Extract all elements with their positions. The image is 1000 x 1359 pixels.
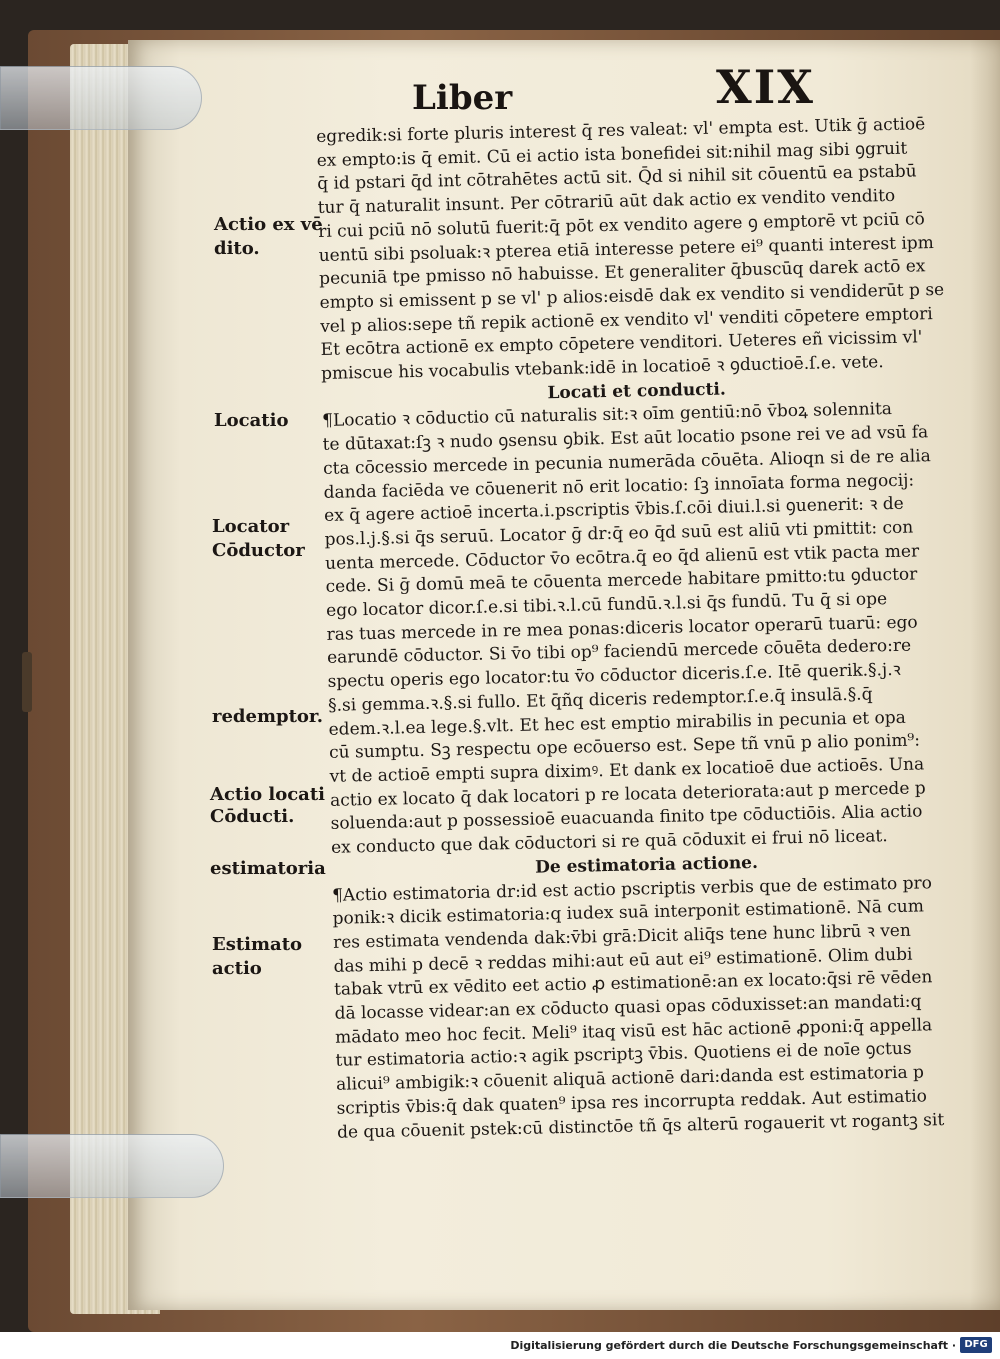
text-line: egredik:si forte pluris interest q̄ res valeat: vl' empta est. Utik ḡ actioē bbox=[316, 114, 926, 147]
text-line: tur estimatoria actio:ꝛ agik pscriptꝫ v̄bis. Quotiens ei de noīe ꝯctus bbox=[335, 1039, 912, 1072]
text-line: ex conducto que dak cōductori si re quā cōduxit ei frui nō liceat. bbox=[330, 826, 888, 858]
text-line: mādato meo hoc fecit. Meli⁹ itaq visū est hāc actionē ꝓponi:q̄ appella bbox=[334, 1015, 933, 1048]
margin-note-redemptor: redemptor. bbox=[212, 706, 324, 727]
margin-note-conductor: Cōductor bbox=[212, 540, 305, 561]
text-line: earundē cōductor. Si v̄o tibi op⁹ faciendū mercede cōuēta dedero:re bbox=[326, 636, 912, 669]
funding-credit: Digitalisierung gefördert durch die Deutsche Forschungsgemeinschaft · bbox=[510, 1339, 956, 1352]
text-line: vt de actioē empti supra diximꝰ. Et dank ex locatioē due actioēs. Una bbox=[329, 754, 925, 787]
footer-bar bbox=[0, 1332, 1000, 1359]
text-line: empto si emissent p se vl' p alios:eisdē dak ex vendito si vendiderūt p se bbox=[319, 279, 945, 313]
section-heading-locati: Locati et conducti. bbox=[547, 379, 726, 403]
text-line: tabak vtrū ex vēdito eet actio ꝓ estimationē:an ex locato:q̄si rē vēden bbox=[333, 967, 933, 1001]
text-line: ras tuas mercede in re mea ponas:diceris locator operarū tuarū: ego bbox=[326, 612, 918, 645]
text-line: ¶Actio estimatoria dr:id est actio pscriptis verbis que de estimato pro bbox=[331, 872, 933, 906]
margin-note-locator: Locator bbox=[212, 516, 290, 537]
folio-number: XIX bbox=[716, 60, 815, 114]
margin-note-actio-ex-vendito-cont: dito. bbox=[214, 238, 260, 259]
text-line: §.si gemma.ꝛ.§.si fullo. Et q̄ñq diceris redemptor.ſ.e.q̄ insulā.§.q̄ bbox=[327, 684, 873, 716]
text-line: alicui⁹ ambigik:ꝛ cōuenit aliquā actionē dari:danda est estimatoria p bbox=[335, 1062, 925, 1095]
section-heading-estimatoria: De estimatoria actione. bbox=[534, 852, 759, 878]
text-line: cū sumptu. Sꝫ respectu ope ecōuerso est. Sepe tñ vnū p alio ponim⁹: bbox=[328, 730, 921, 764]
text-line: pecuniā tpe pmisso nō habuisse. Et generaliter q̄buscūq darek actō ex bbox=[318, 256, 926, 290]
text-line: scriptis v̄bis:q̄ dak quaten⁹ ipsa res incorrupta reddak. Aut estimatio bbox=[336, 1086, 928, 1119]
text-line: pos.l.j.§.si q̄s seruū. Locator ḡ dr:q̄ eo q̄d suū est aliū vti pmittit: con bbox=[324, 517, 914, 550]
text-line: edem.ꝛ.l.ea lege.§.vlt. Et hec est emptio mirabilis in pecunia et opa bbox=[328, 707, 906, 740]
glass-clip-bottom bbox=[0, 1134, 224, 1198]
text-line: tur q̄ naturalit insunt. Per cōtrariū aūt dak actio ex vendito vendito bbox=[317, 185, 896, 219]
text-line: ex empto:is q̄ emit. Cū ei actio ista bonefidei sit:nihil mag sibi ꝯgruit bbox=[316, 138, 908, 171]
book-clasp bbox=[22, 652, 32, 712]
text-line: te dūtaxat:ſꝫ ꝛ nudo ꝯsensu ꝯbik. Est aūt locatio psone rei ve ad vsū fa bbox=[322, 422, 929, 456]
text-line: soluenda:aut p possessioē euacuanda finito tpe cōductiōis. Alia actio bbox=[330, 801, 923, 835]
margin-note-actio-ex-vendito: Actio ex vē bbox=[214, 214, 323, 235]
text-line: ¶Locatio ꝛ cōductio cū naturalis sit:ꝛ oīm gentiū:nō v̄boꝝ solennita bbox=[321, 399, 893, 432]
text-line: Et ecōtra actionē ex empto cōpetere venditori. Ueteres eñ vicissim vl' bbox=[320, 327, 923, 361]
text-line: vel p alios:sepe tñ repik actionē ex vendito vl' venditi cōpetere emptori bbox=[319, 303, 933, 337]
text-line: q̄ id pstari q̄d int cōtrahētes actū sit. Q̄d si nihil sit cōuentū ea pstabū bbox=[317, 161, 917, 195]
text-line: pmiscue his vocabulis vtebank:idē in locatioē ꝛ ꝯductioē.ſ.e. vete. bbox=[320, 352, 884, 384]
text-line: res estimata vendenda dak:v̄bi grā:Dicit aliq̄s tene hunc librū ꝛ ven bbox=[332, 920, 912, 953]
text-line: spectu operis ego locator:tu v̄o cōductor diceris.ſ.e. Itē querik.§.j.ꝛ bbox=[327, 660, 901, 693]
page-shadow bbox=[970, 40, 1000, 1310]
margin-note-locatio: Locatio bbox=[214, 410, 289, 431]
margin-note-conducti: Cōducti. bbox=[210, 806, 295, 827]
text-line: das mihi p decē ꝛ reddas mihi:aut eū aut ei⁹ estimationē. Olim dubi bbox=[333, 944, 913, 977]
text-line: danda faciēda ve cōuenerit nō erit locatio: ſꝫ innoīata forma negocij: bbox=[323, 470, 915, 503]
text-line: ex q̄ agere actioē incerta.i.pscriptis v̄bis.ſ.cōi diui.l.si ꝯuenerit: ꝛ de bbox=[323, 494, 904, 527]
main-text-block bbox=[316, 113, 967, 1145]
running-title: Liber bbox=[412, 78, 513, 118]
text-line: de qua cōuenit pstek:cū distinctōe tñ q̄s alterū rogauerit vt rogantꝫ sit bbox=[336, 1109, 945, 1143]
text-line: ri cui pciū nō solutū fuerit:q̄ pōt ex vendito agere ꝯ emptorē vt pciū cō bbox=[318, 209, 925, 242]
margin-note-actio: actio bbox=[212, 958, 262, 979]
text-line: dā locasse videar:an ex cōducto quasi opas cōduxisset:an mandati:q bbox=[334, 991, 922, 1024]
text-line: uentū sibi psoluak:ꝛ pterea etiā interesse petere ei⁹ quanti interest ipm bbox=[318, 232, 935, 266]
margin-note-actio-locati: Actio locati bbox=[210, 784, 325, 805]
text-line: actio ex locato q̄ dak locatori p re locata deteriorata:aut p mercede p bbox=[329, 778, 926, 811]
text-line: cede. Si ḡ domū meā te cōuenta mercede habitare pmitto:tu ꝯductor bbox=[325, 564, 918, 598]
margin-note-estimatoria: estimatoria bbox=[210, 858, 326, 879]
dfg-logo: DFG bbox=[960, 1337, 992, 1353]
text-line: ponik:ꝛ dicik estimatoria:q iudex suā interponit estimationē. Nā cum bbox=[332, 896, 925, 930]
text-line: uenta mercede. Cōductor v̄o ecōtra.q̄ eo q̄d alienū est vtik pacta mer bbox=[324, 541, 920, 574]
text-line: cta cōcessio mercede in pecunia numerāda cōuēta. Alioqn si de re alia bbox=[322, 446, 931, 479]
text-line: ego locator dicor.ſ.e.si tibi.ꝛ.l.cū fundū.ꝛ.l.si q̄s fundū. Tu q̄ si ope bbox=[325, 589, 888, 621]
margin-note-estimato: Estimato bbox=[212, 934, 303, 955]
glass-clip-top bbox=[0, 66, 202, 130]
